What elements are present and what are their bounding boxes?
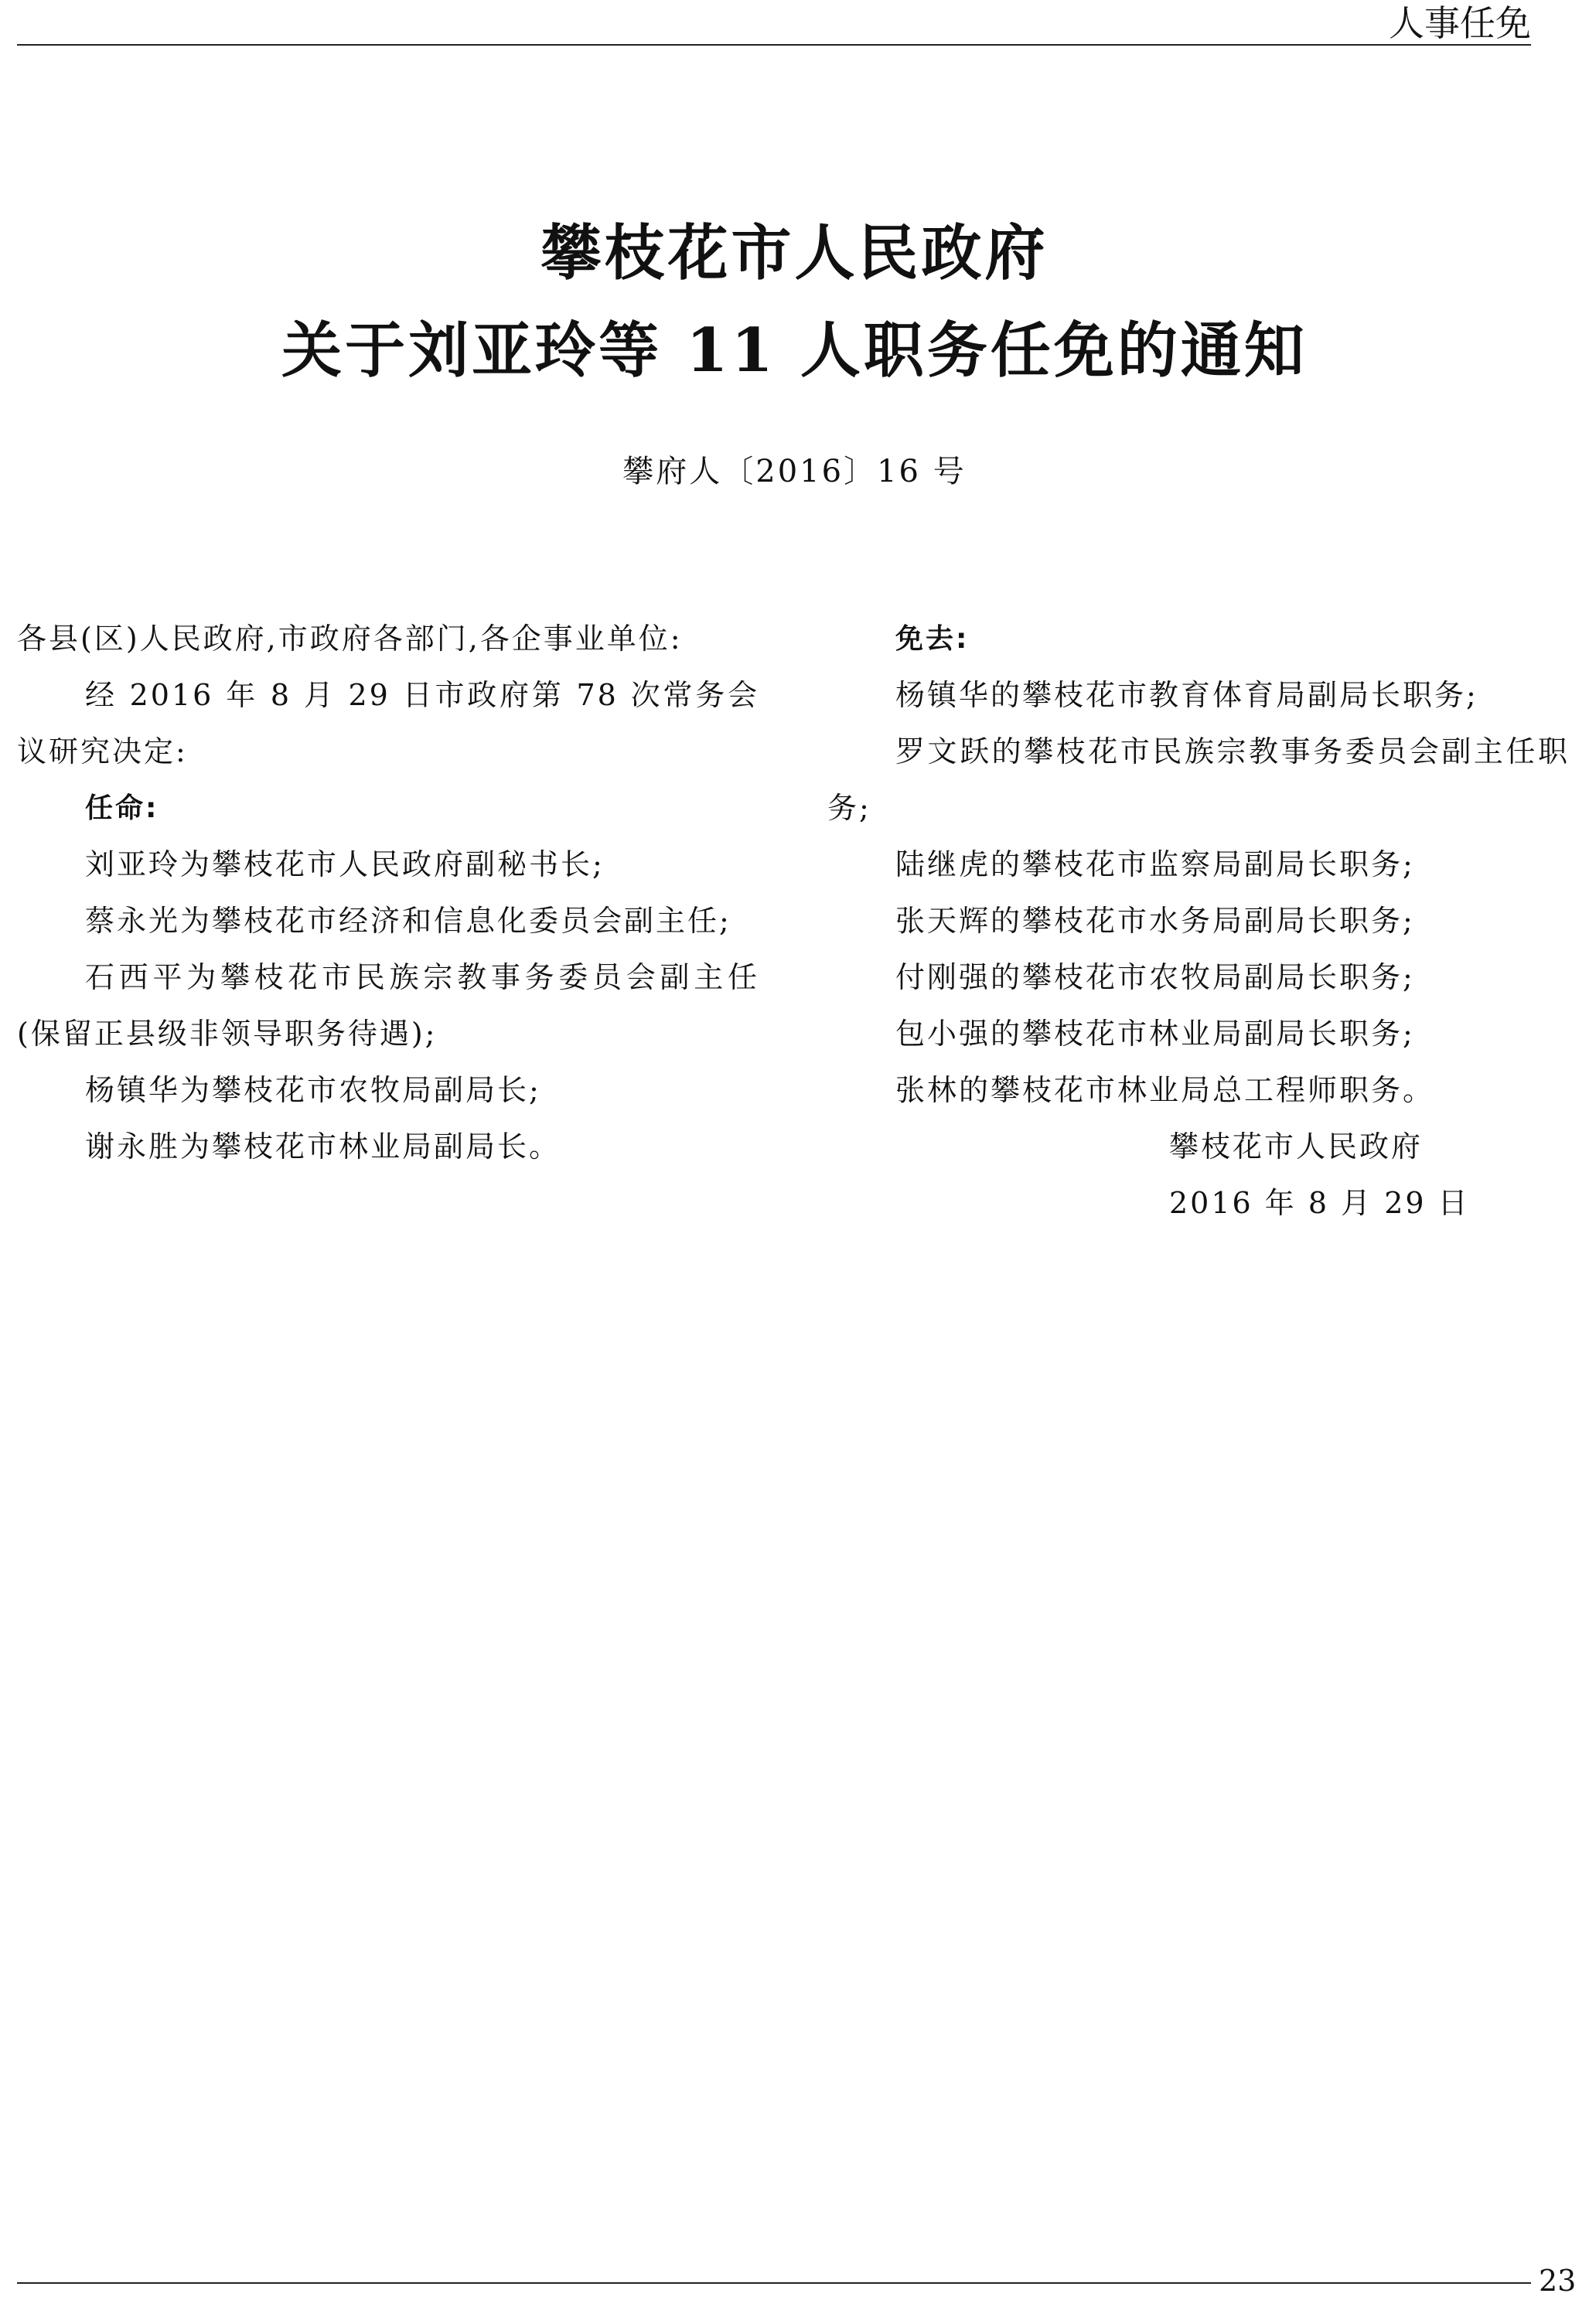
appointment-item: 蔡永光为攀枝花市经济和信息化委员会副主任;	[85, 904, 731, 938]
appoint-heading: 任命:	[85, 792, 159, 824]
appointment-item: 杨镇华为攀枝花市农牧局副局长;	[85, 1073, 541, 1107]
dismissal-item: 陆继虎的攀枝花市监察局副局长职务;	[895, 847, 1415, 881]
dismissal-item: 付刚强的攀枝花市农牧局副局长职务;	[895, 960, 1415, 994]
signature-organization: 攀枝花市人民政府	[1169, 1130, 1424, 1164]
dismissal-item: 张林的攀枝花市林业局总工程师职务。	[895, 1073, 1435, 1107]
salutation: 各县(区)人民政府,市政府各部门,各企事业单位:	[17, 622, 683, 656]
section-header: 人事任免	[1389, 2, 1531, 44]
appointment-item: 石西平为攀枝花市民族宗教事务委员会副主任(保留正县级非领导职务待遇);	[17, 960, 759, 1051]
footer-rule	[17, 2282, 1531, 2284]
decision-paragraph: 经 2016 年 8 月 29 日市政府第 78 次常务会议研究决定:	[17, 678, 759, 768]
signature-date: 2016 年 8 月 29 日	[1169, 1186, 1470, 1220]
document-number: 攀府人〔2016〕16 号	[622, 454, 967, 489]
appointment-item: 谢永胜为攀枝花市林业局副局长。	[85, 1130, 561, 1164]
left-column	[17, 611, 759, 1175]
dismissal-item: 罗文跃的攀枝花市民族宗教事务委员会副主任职务;	[827, 734, 1570, 825]
dismissal-item: 包小强的攀枝花市林业局副局长职务;	[895, 1017, 1415, 1051]
dismissal-item: 杨镇华的攀枝花市教育体育局副局长职务;	[895, 678, 1478, 712]
right-column	[827, 611, 1570, 1232]
document-title-line-2: 关于刘亚玲等 11 人职务任免的通知	[281, 315, 1308, 386]
page-number: 23	[1539, 2264, 1577, 2298]
dismissal-item: 张天辉的攀枝花市水务局副局长职务;	[895, 904, 1415, 938]
dismiss-heading: 免去:	[895, 623, 970, 655]
header-rule	[17, 44, 1531, 46]
appointment-item: 刘亚玲为攀枝花市人民政府副秘书长;	[85, 847, 605, 881]
document-title-line-1: 攀枝花市人民政府	[540, 218, 1049, 288]
